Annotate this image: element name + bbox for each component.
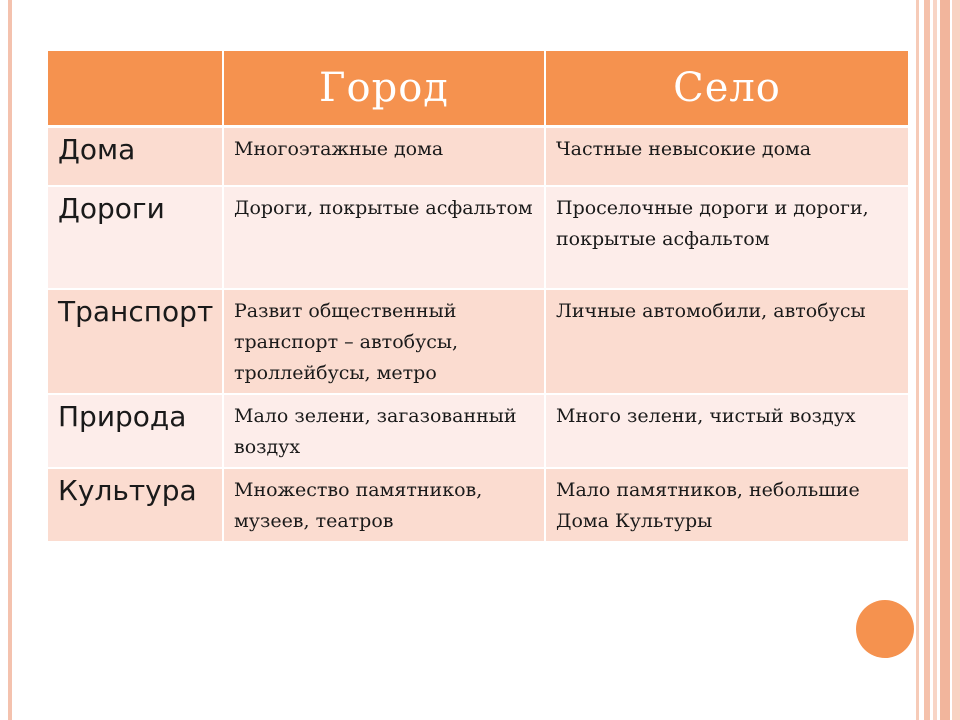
city-cell: Мало зелени, загазованный воздух xyxy=(224,395,546,469)
table-row xyxy=(48,290,908,395)
table-header-row xyxy=(48,51,908,128)
city-cell: Многоэтажные дома xyxy=(224,128,546,187)
village-cell: Мало памятников, небольшие Дома Культуры xyxy=(546,469,908,543)
header-corner-cell xyxy=(48,51,224,128)
header-village: Село xyxy=(546,51,908,128)
decorative-stripe xyxy=(933,0,937,720)
row-label: Дороги xyxy=(48,187,224,290)
table-row xyxy=(48,187,908,290)
row-label: Культура xyxy=(48,469,224,543)
header-city: Город xyxy=(224,51,546,128)
village-cell: Личные автомобили, автобусы xyxy=(546,290,908,395)
table-row xyxy=(48,469,908,543)
decorative-stripe xyxy=(916,0,919,720)
row-label: Дома xyxy=(48,128,224,187)
village-cell: Частные невысокие дома xyxy=(546,128,908,187)
city-cell: Множество памятников, музеев, театров xyxy=(224,469,546,543)
table-row xyxy=(48,128,908,187)
decorative-stripe xyxy=(940,0,950,720)
row-label: Транспорт xyxy=(48,290,224,395)
comparison-table xyxy=(48,51,908,543)
decorative-stripe xyxy=(952,0,960,720)
city-cell: Развит общественный транспорт – автобусы, троллейбусы, метро xyxy=(224,290,546,395)
village-cell: Проселочные дороги и дороги, покрытые асфальтом xyxy=(546,187,908,290)
decorative-circle xyxy=(856,600,914,658)
decorative-stripe xyxy=(924,0,930,720)
slide-left-border xyxy=(8,0,12,720)
city-cell: Дороги, покрытые асфальтом xyxy=(224,187,546,290)
table-row xyxy=(48,395,908,469)
row-label: Природа xyxy=(48,395,224,469)
village-cell: Много зелени, чистый воздух xyxy=(546,395,908,469)
